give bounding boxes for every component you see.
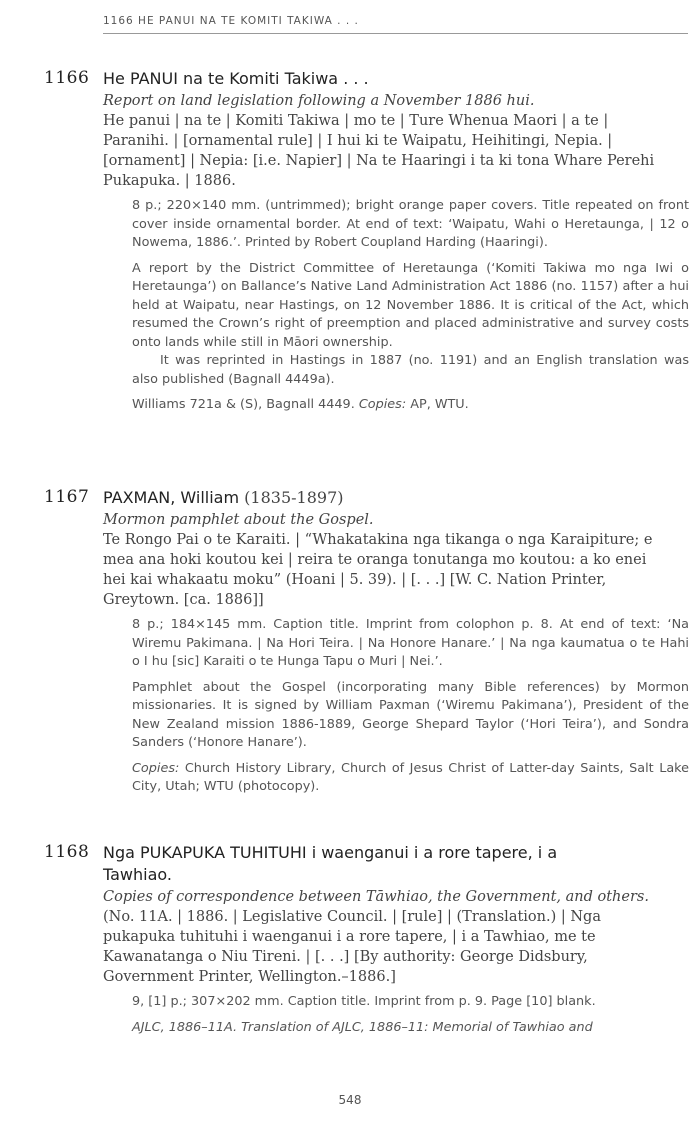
references: Williams 721a & (S), Bagnall 4449. [132, 397, 355, 412]
copies: AP, WTU. [410, 397, 469, 412]
content-note-text: A report by the District Committee of Heretaunga (‘Komiti Takiwa mo nga Iwi o Heretaunga’) on Ballance’s Native Land Administration Act 1886 (no. 1157) after a hui held at Waipatu, near Hastings, on 12 November 1886. It is critical of the Act, which resumed the Crown’s right of preemption and placed administrative and survey costs onto lands while still in Māori ownership. [132, 260, 689, 350]
desc-line: Pukapuka. | 1886. [103, 173, 236, 189]
running-head: 1166 HE PANUI NA TE KOMITI TAKIWA . . . [103, 15, 688, 34]
desc-line: He panui | na te | Komiti Takiwa | mo te | Ture Whenua Maori | a te | [103, 113, 609, 129]
page-number: 548 [338, 1093, 362, 1107]
author-dates: (1835-1897) [244, 488, 344, 507]
entry-heading [103, 487, 689, 509]
physical-note: 8 p.; 184×145 mm. Caption title. Imprint from colophon p. 8. At end of text: ‘Na Wiremu Pakimana. | Na Hori Teira. | Na Honore Hanare.’ | Na nga kaumatua o te Hahi o I hu [sic] Karaiti o te Hunga Tapu o Muri | Nei.’. [132, 617, 689, 669]
entry-translation: Mormon pamphlet about the Gospel. [103, 512, 374, 528]
entry-translation: Report on land legislation following a November 1886 hui. [103, 93, 535, 109]
entry-number: 1168 [44, 842, 90, 862]
entry-heading: He PANUI na te Komiti Takiwa . . . [103, 69, 369, 88]
entry-description [103, 111, 689, 191]
references-note [132, 396, 689, 415]
content-note [132, 260, 689, 390]
desc-line: Greytown. [ca. 1886]] [103, 592, 264, 608]
desc-line: (No. 11A. | 1886. | Legislative Council. | [rule] | (Translation.) | Nga [103, 909, 601, 925]
entry-heading [103, 842, 689, 886]
desc-line: Paranihi. | [ornamental rule] | I hui ki te Waipatu, Heihitingi, Nepia. | [103, 133, 613, 149]
references-note: AJLC, 1886–11A. Translation of AJLC, 1886–11: Memorial of Tawhiao and [132, 1019, 593, 1035]
physical-note: 8 p.; 220×140 mm. (untrimmed); bright orange paper covers. Title repeated on front cover inside ornamental border. At end of text: ‘Waipatu, Wahi o Heretaunga, | 12 o Nowema, 1886.’. Printed by Robert Coupland Harding (Haaringi). [132, 198, 689, 250]
copies-note [132, 760, 689, 797]
author-name: PAXMAN, William [103, 488, 240, 507]
desc-line: [ornament] | Nepia: [i.e. Napier] | Na te Haaringi i ta ki tona Whare Perehi [103, 153, 655, 169]
entry-number: 1167 [44, 487, 90, 507]
heading-line: Tawhiao. [103, 865, 172, 884]
physical-note: 9, [1] p.; 307×202 mm. Caption title. Imprint from p. 9. Page [10] blank. [132, 994, 596, 1009]
desc-line: Kawanatanga o Niu Tireni. | [. . .] [By authority: George Didsbury, [103, 949, 588, 965]
entry-translation: Copies of correspondence between Tāwhiao, the Government, and others. [103, 889, 649, 905]
desc-line: mea ana hoki koutou kei | reira te oranga tonutanga mo koutou: a ko enei [103, 552, 647, 568]
copies-label: Copies: [132, 760, 180, 776]
entry-description [103, 907, 689, 987]
desc-line: Te Rongo Pai o te Karaiti. | “Whakatakina nga tikanga o nga Karaipiture; e [103, 532, 653, 548]
desc-line: pukapuka tuhituhi i waenganui i a rore tapere, | i a Tawhiao, me te [103, 929, 596, 945]
content-note: Pamphlet about the Gospel (incorporating many Bible references) by Mormon missionaries. It is signed by William Paxman (‘Wiremu Pakimana’), President of the New Zealand mission 1886-1889, George Shepard Taylor (‘Hori Teira’), and Sondra Sanders (‘Honore Hanare’). [132, 679, 689, 750]
copies: Church History Library, Church of Jesus Christ of Latter-day Saints, Salt Lake City, Utah; WTU (photocopy). [132, 760, 689, 794]
heading-line: Nga PUKAPUKA TUHITUHI i waenganui i a rore tapere, i a [103, 843, 558, 862]
copies-label: Copies: [358, 397, 407, 412]
content-note-text: It was reprinted in Hastings in 1887 (no. 1191) and an English translation was also published (Bagnall 4449a). [132, 353, 689, 387]
entry-description [103, 530, 689, 610]
entry-number: 1166 [44, 68, 90, 88]
desc-line: hei kai whakaatu moku” (Hoani | 5. 39). | [. . .] [W. C. Nation Printer, [103, 572, 607, 588]
desc-line: Government Printer, Wellington.–1886.] [103, 969, 396, 985]
